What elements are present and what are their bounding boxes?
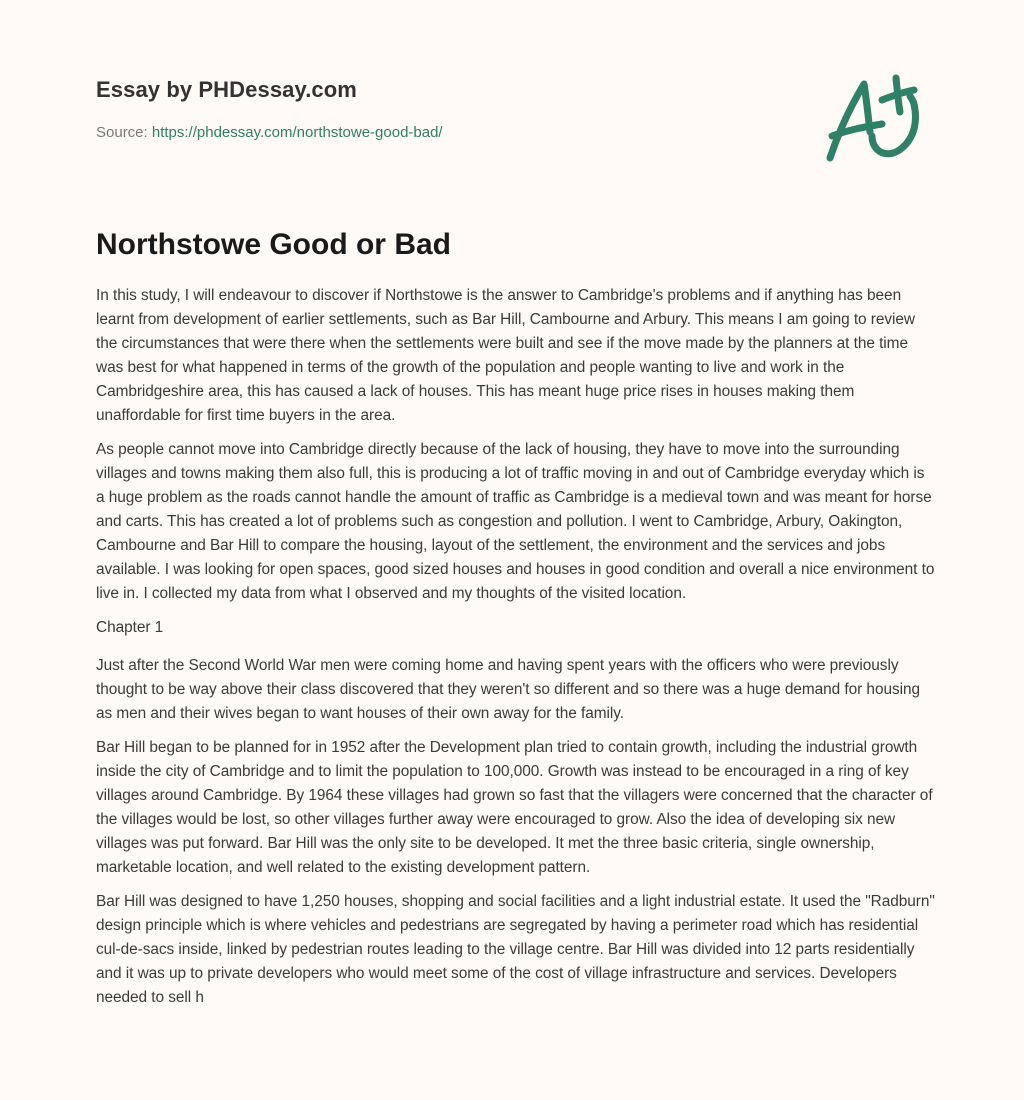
source-link[interactable]: https://phdessay.com/northstowe-good-bad/ bbox=[151, 124, 443, 141]
a-plus-grade-icon bbox=[818, 66, 934, 170]
brand-title: Essay by PHDessay.com bbox=[96, 77, 357, 102]
essay-paragraph: Just after the Second World War men were coming home and having spent years with the officers who were previously thought to be way above their class discovered that they weren't so different and so there was a huge demand for housing as men and their wives began to want houses of their own away for the family. bbox=[96, 657, 920, 722]
essay-body bbox=[96, 284, 936, 1020]
source-line bbox=[96, 123, 796, 143]
essay-header bbox=[96, 76, 796, 143]
essay-paragraph: As people cannot move into Cambridge directly because of the lack of housing, they have to move into the surrounding villages and towns making them also full, this is producing a lot of traffic moving in and out of Cambridge everyday which is a huge problem as the roads cannot handle the amount of traffic as Cambridge is a medieval town and was meant for horse and carts. This has created a lot of problems such as congestion and pollution. I went to Cambridge, Arbury, Oakington, Cambourne and Bar Hill to compare the housing, layout of the settlement, the environment and the services and jobs available. I was looking for open spaces, good sized houses and houses in good condition and overall a nice environment to live in. I collected my data from what I observed and my thoughts of the visited location. bbox=[96, 441, 935, 602]
chapter-heading: Chapter 1 bbox=[96, 619, 164, 636]
source-label: Source: bbox=[96, 124, 152, 141]
essay-paragraph: Bar Hill began to be planned for in 1952 after the Development plan tried to contain growth, including the industrial growth inside the city of Cambridge and to limit the population to 100,000. Growth was instead to be encouraged in a ring of key villages around Cambridge. By 1964 these villages had grown so fast that the villagers were concerned that the character of the villages would be lost, so other villages further away were encouraged to grow. Also the idea of developing six new villages was put forward. Bar Hill was the only site to be developed. It met the three basic criteria, single ownership, marketable location, and well related to the existing development pattern. bbox=[96, 739, 933, 876]
essay-paragraph: Bar Hill was designed to have 1,250 houses, shopping and social facilities and a light industrial estate. It used the "Radburn" design principle which is where vehicles and pedestrians are segregated by having a perimeter road which has residential cul-de-sacs inside, linked by pedestrian routes leading to the village centre. Bar Hill was divided into 12 parts residentially and it was up to private developers who would meet some of the cost of village infrastructure and services. Developers needed to sell h bbox=[96, 893, 935, 1006]
essay-paragraph: In this study, I will endeavour to discover if Northstowe is the answer to Cambridge's problems and if anything has been learnt from development of earlier settlements, such as Bar Hill, Cambourne and Arbury. This means I am going to review the circumstances that were there when the settlements were built and see if the move made by the planners at the time was best for what happened in terms of the growth of the population and people wanting to live and work in the Cambridgeshire area, this has caused a lack of houses. This has meant huge price rises in houses making them unaffordable for first time buyers in the area. bbox=[96, 287, 915, 424]
essay-title: Northstowe Good or Bad bbox=[96, 228, 451, 261]
